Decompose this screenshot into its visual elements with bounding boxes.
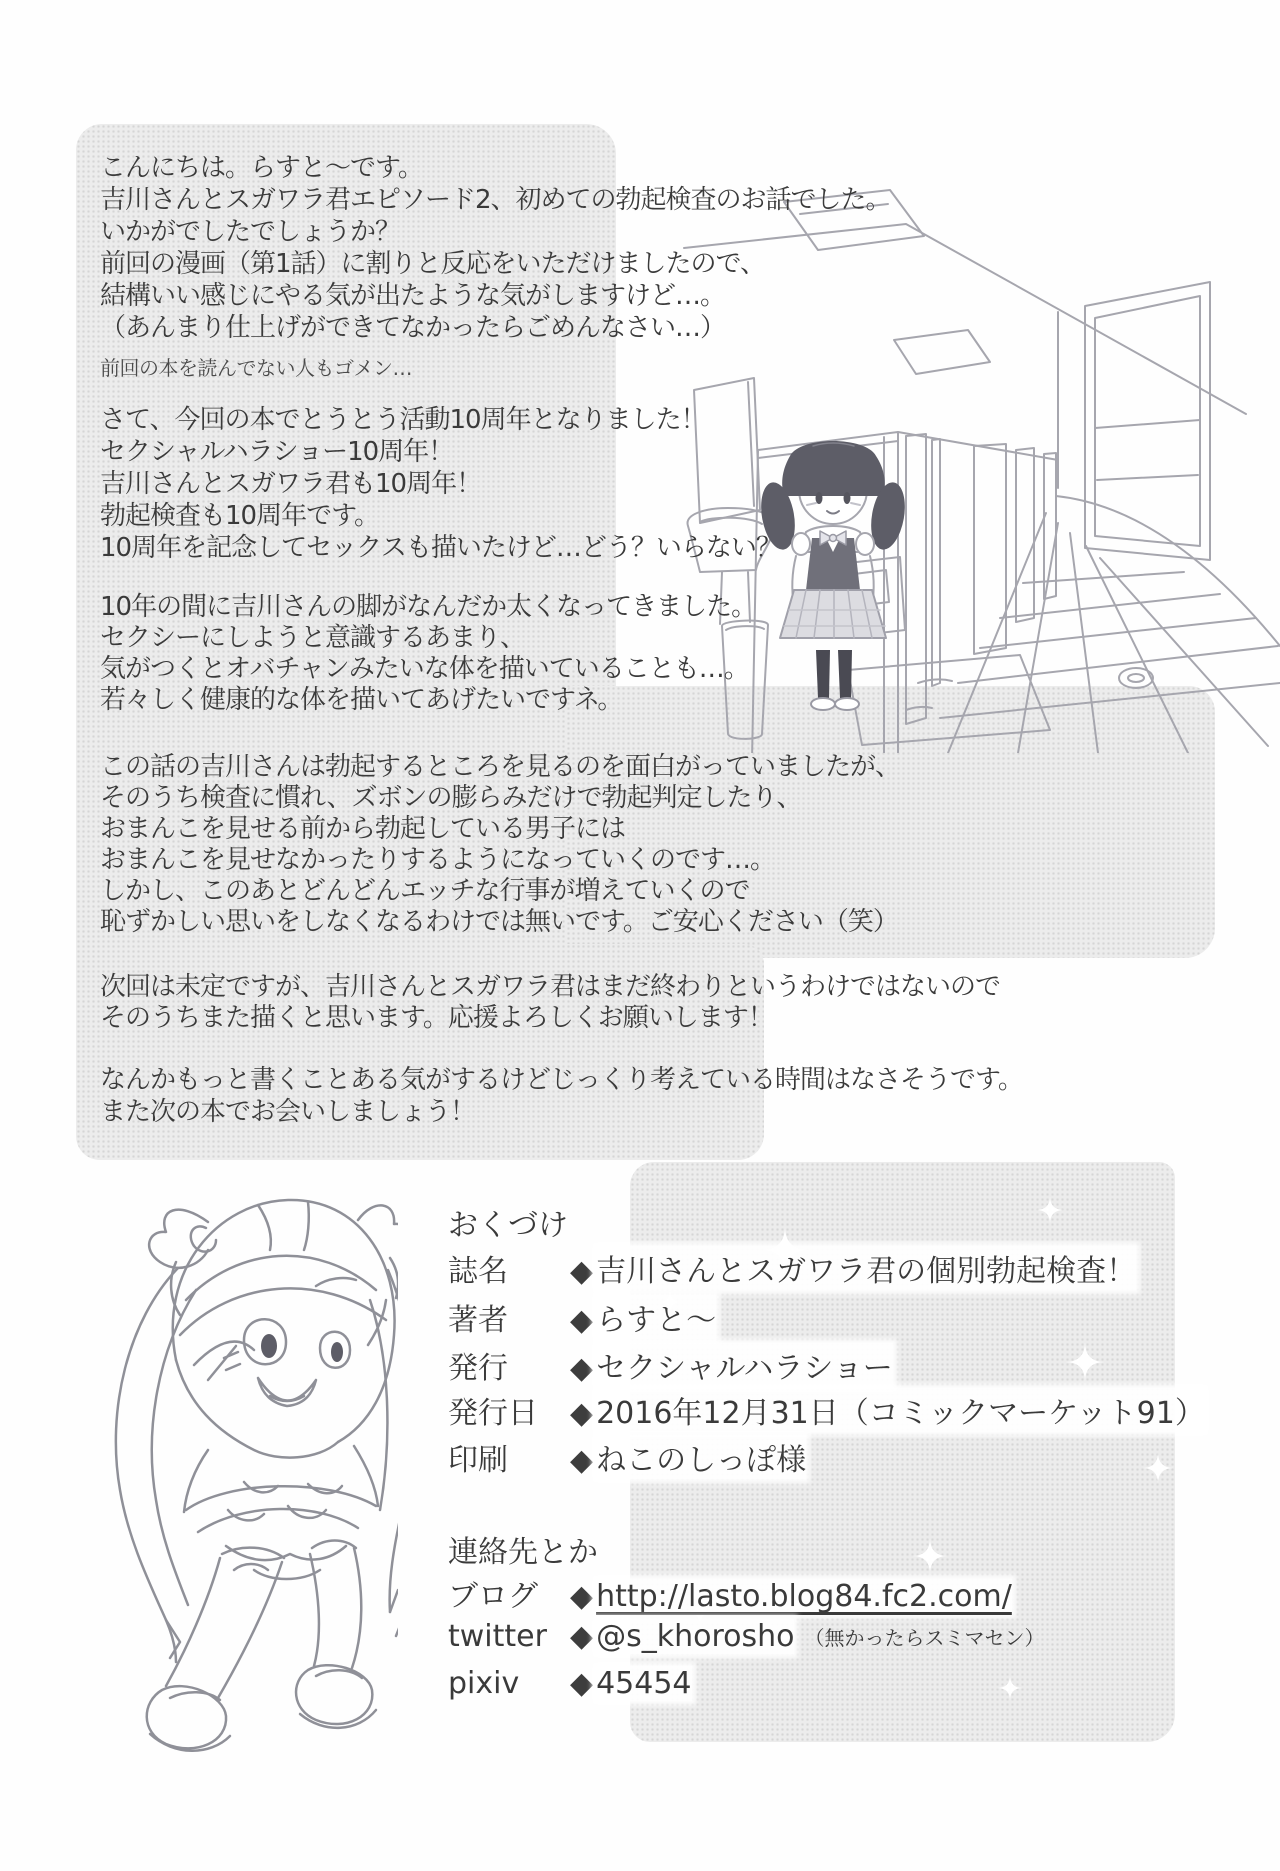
colophon-row-title	[448, 1246, 1136, 1290]
diamond-icon: ◆	[570, 1254, 594, 1289]
text-line: （あんまり仕上げができてなかったらごめんなさい…）	[100, 313, 726, 343]
colophon-row-printer	[448, 1435, 806, 1479]
contact-row-pixiv	[448, 1666, 692, 1701]
pixiv-id: 45454	[596, 1666, 692, 1701]
text-line: いかがでしたでしょうか？	[100, 217, 401, 247]
colophon-row-publisher	[448, 1343, 893, 1387]
text-line: しかし、このあとどんどんエッチな行事が増えていくので	[100, 876, 750, 906]
colophon-row-author	[448, 1295, 716, 1339]
text-line: さて、今回の本でとうとう活動10周年となりました！	[100, 405, 706, 435]
diamond-icon: ◆	[570, 1396, 594, 1431]
afterword-paragraph-2	[100, 404, 781, 564]
contact-label: pixiv	[448, 1666, 520, 1701]
diamond-icon: ◆	[570, 1619, 594, 1654]
twitter-note: （無かったらスミマセン）	[804, 1626, 1045, 1650]
colophon-value: ねこのしっぽ様	[596, 1435, 806, 1479]
text-line: なんかもっと書くことある気がするけどじっくり考えている時間はなさそうです。	[100, 1065, 1023, 1095]
afterword-paragraph-6	[100, 1064, 1023, 1128]
colophon-heading: おくづけ	[448, 1208, 568, 1243]
text-line: セクシャルハラショー10周年！	[100, 437, 454, 467]
text-line: 結構いい感じにやる気が出たような気がしますけど…。	[100, 281, 726, 311]
small-apology-note: 前回の本を読んでない人もゴメン…	[100, 356, 412, 380]
afterword-paragraph-3	[100, 592, 756, 716]
contact-label: ブログ	[448, 1579, 538, 1614]
colophon-row-publish-date	[448, 1388, 1205, 1432]
colophon-value: らすと～	[596, 1295, 716, 1339]
colophon-value: 吉川さんとスガワラ君の個別勃起検査！	[596, 1246, 1136, 1290]
contact-label: twitter	[448, 1619, 547, 1654]
text-line: こんにちは。らすと～です。	[100, 153, 423, 183]
diamond-icon: ◆	[570, 1443, 594, 1478]
text-line: 吉川さんとスガワラ君エピソード2、初めての勃起検査のお話でした。	[100, 185, 891, 215]
text-line: 恥ずかしい思いをしなくなるわけでは無いです。ご安心ください（笑）	[100, 907, 898, 937]
colophon-label: 印刷	[448, 1443, 508, 1478]
colophon-label: 著者	[448, 1303, 508, 1338]
afterword-paragraph-5	[100, 972, 1000, 1034]
text-line: この話の吉川さんは勃起するところを見るのを面白がっていましたが、	[100, 752, 901, 782]
text-line: セクシーにしようと意識するあまり、	[100, 623, 526, 653]
colophon-value: セクシャルハラショー	[596, 1343, 893, 1387]
text-line: 次回は未定ですが、吉川さんとスガワラ君はまだ終わりというわけではないので	[100, 972, 1001, 1002]
colophon-label: 誌名	[448, 1254, 508, 1289]
text-line: 勃起検査も10周年です。	[100, 501, 380, 531]
colophon-label: 発行日	[448, 1396, 538, 1431]
text-line: 気がつくとオバチャンみたいな体を描いていることも…。	[100, 654, 749, 684]
blog-url: http://lasto.blog84.fc2.com/	[596, 1579, 1012, 1614]
contact-row-blog	[448, 1571, 1012, 1615]
afterword-paragraph-4	[100, 752, 900, 938]
text-line: 10周年を記念してセックスも描いたけど…どう？いらない？	[100, 533, 781, 563]
diamond-icon: ◆	[570, 1579, 594, 1614]
text-line: また次の本でお会いしましょう！	[100, 1097, 476, 1127]
diamond-icon: ◆	[570, 1666, 594, 1701]
text-line: おまんこを見せなかったりするようになっていくのです…。	[100, 845, 776, 875]
diamond-icon: ◆	[570, 1351, 594, 1386]
twitter-handle: @s_khorosho	[596, 1619, 795, 1654]
text-line: おまんこを見せる前から勃起している男子には	[100, 814, 626, 844]
diamond-icon: ◆	[570, 1303, 594, 1338]
colophon-label: 発行	[448, 1351, 508, 1386]
text-line: 吉川さんとスガワラ君も10周年！	[100, 469, 482, 499]
crouching-girl-illustration	[58, 1150, 398, 1770]
contact-row-twitter	[448, 1619, 1044, 1654]
contact-heading: 連絡先とか	[448, 1535, 598, 1570]
text-line: 若々しく健康的な体を描いてあげたいですネ。	[100, 685, 623, 715]
text-line: 前回の漫画（第1話）に割りと反応をいただけましたので、	[100, 249, 766, 279]
afterword-paragraph-1	[100, 152, 891, 344]
text-line: そのうちまた描くと思います。応援よろしくお願いします！	[100, 1003, 773, 1033]
text-line: 10年の間に吉川さんの脚がなんだか太くなってきました。	[100, 592, 757, 622]
colophon-value: 2016年12月31日（コミックマーケット91）	[596, 1388, 1205, 1432]
text-line: そのうち検査に慣れ、ズボンの膨らみだけで勃起判定したり、	[100, 783, 802, 813]
